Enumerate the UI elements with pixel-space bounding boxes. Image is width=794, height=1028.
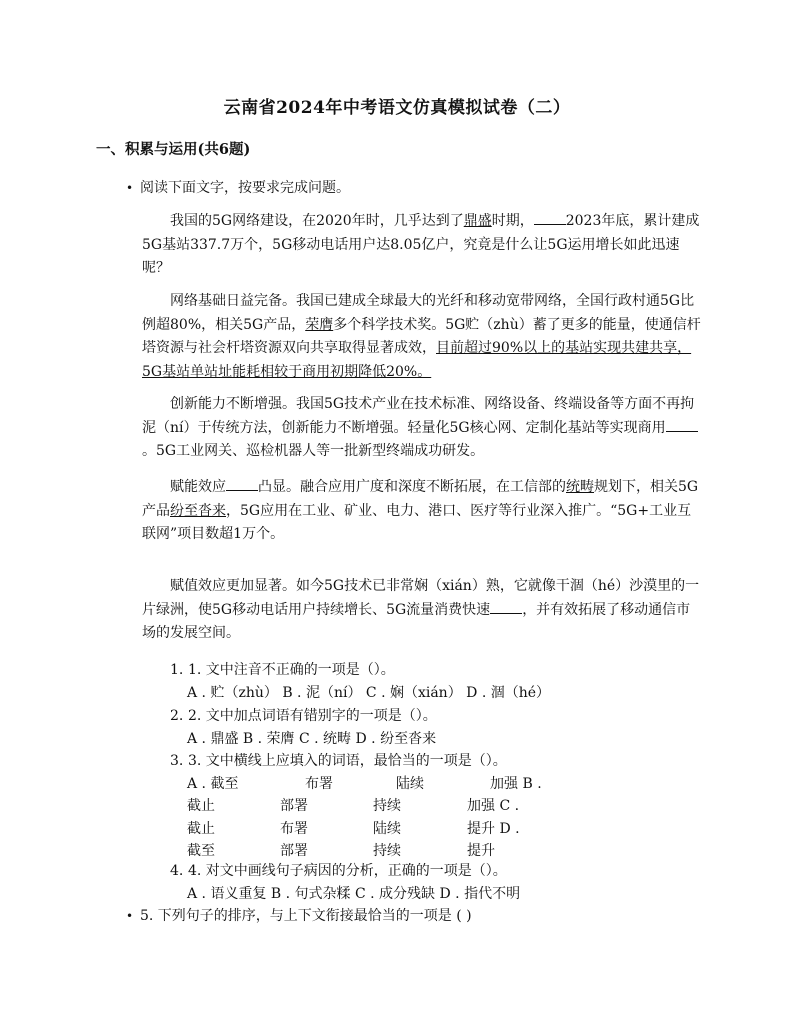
- q3-cell: 持续: [373, 798, 401, 814]
- q3-cell: A . 截至: [187, 776, 239, 792]
- bullet-icon: •: [126, 181, 134, 195]
- intro-text: 阅读下面文字，按要求完成问题。: [140, 180, 350, 196]
- p4-text-f: ，: [226, 502, 240, 519]
- fill-blank-2: [666, 417, 698, 432]
- question-4-text: 4. 对文中画线句子病因的分析，正确的一项是（）。: [188, 863, 507, 879]
- q3-cell: 布署: [305, 776, 333, 792]
- q3-cell: 部署: [280, 843, 308, 859]
- p2-text-a: 网络基础日益完备。我国已建成全球最大的光纤和移动宽带网络，全国行政村通5G比例超80%，相关5G产品，: [142, 293, 695, 333]
- p1-text-c: 时期，: [491, 213, 534, 229]
- intro-line: [126, 177, 350, 197]
- p4-text-a: 赋能效应: [170, 479, 226, 495]
- p4-text-g: 5G应用在工业、矿业、电力、港口、医疗等行业深入推广。“5G+工业互联网”项目数超1万个。: [142, 502, 692, 542]
- p2-text-c: 多个科学技术奖。5G贮（zhù）蓄了更多的能量，使通信杆塔资源与社会杆塔资源双向共享取得显著成效，: [142, 316, 701, 356]
- q3-cell: 提升 D .: [467, 821, 520, 837]
- p2-underlined-sentence: 目前超过90%以上的基站实现共建共享，5G基站单站址能耗相较于商用初期降低20%。: [142, 340, 692, 380]
- fill-blank-1: [534, 210, 566, 225]
- question-5: [126, 905, 472, 925]
- question-5-text: 5. 下列句子的排序，与上下文衔接最恰当的一项是 ( ): [140, 908, 472, 924]
- paragraph-3: [142, 393, 702, 464]
- page-title: 云南省2024年中考语文仿真模拟试卷（二）: [223, 98, 571, 118]
- p1-text-d: 2023年底，累计建成5G基站337.7万个，5G移动电话用户达8.05亿户，究竟是什么让5G运用增长如此迅速呢？: [142, 213, 700, 276]
- q3-cell: 陆续: [373, 821, 401, 837]
- question-4: [170, 860, 507, 883]
- question-3-number: 3.: [170, 753, 184, 769]
- p5-text-a: 赋值效应更加显著。如今5G技术已非常娴（xián）熟，它就像干涸（hé）沙漠里的一片绿洲，使5G移动电话用户持续增长、5G流量消费快速: [142, 578, 700, 618]
- q3-cell: 部署: [280, 798, 308, 814]
- question-2-number: 2.: [170, 708, 184, 724]
- question-2-text: 2. 文中加点词语有错别字的一项是（）。: [188, 708, 437, 724]
- question-4-number: 4.: [170, 863, 184, 879]
- q3-cell: 截至: [187, 843, 215, 859]
- fill-blank-3: [226, 476, 258, 491]
- paragraph-2: [142, 290, 702, 384]
- q3-cell: 陆续: [396, 776, 424, 792]
- question-2: [170, 705, 437, 728]
- paragraph-4: [142, 476, 702, 547]
- question-4-options: A . 语义重复 B . 句式杂糅 C . 成分残缺 D . 指代不明: [187, 886, 521, 902]
- question-2-options: A . 鼎盛 B . 荣膺 C . 统畴 D . 纷至沓来: [187, 731, 437, 747]
- p4-text-b: 凸显。融合应用广度和深度不断拓展，在工信部的: [258, 479, 566, 495]
- q3-cell: 持续: [373, 843, 401, 859]
- question-3: [170, 750, 507, 773]
- bullet-icon: •: [126, 909, 134, 923]
- question-1-text: 1. 文中注音不正确的一项是（）。: [188, 662, 395, 678]
- paragraph-1: [142, 210, 702, 281]
- p4-dotted-word-1: 统畴: [566, 479, 594, 495]
- question-1: [170, 659, 395, 682]
- question-1-options: A . 贮（zhù） B . 泥（ní） C . 娴（xián） D . 涸（hé）: [187, 685, 551, 701]
- p3-text-a: 创新能力不断增强。我国5G技术产业在技术标准、网络设备、终端设备等方面不再拘泥（ní）于传统方法，创新能力不断增强。轻量化5G核心网、定制化基站等实现商用: [142, 396, 695, 436]
- section-heading: 一、积累与运用(共6题): [96, 141, 251, 158]
- fill-blank-4: [490, 599, 522, 614]
- q3-cell: 布署: [280, 821, 308, 837]
- p5-text-b: ，并有效拓展了移动通信市场的发展空间。: [142, 601, 691, 641]
- question-1-number: 1.: [170, 662, 184, 678]
- q3-cell: 加强 B .: [490, 776, 542, 792]
- question-3-text: 3. 文中横线上应填入的词语，最恰当的一项是（）。: [188, 753, 507, 769]
- paragraph-5: [142, 575, 702, 646]
- p4-text-d: 规划下，相关5G产品: [142, 479, 699, 519]
- q3-cell: 截止: [187, 821, 215, 837]
- p2-dotted-word: 荣膺: [305, 316, 334, 333]
- p1-dotted-word: 鼎盛: [463, 213, 492, 229]
- q3-cell: 加强 C .: [467, 798, 520, 814]
- q3-cell: 截止: [187, 798, 215, 814]
- p4-dotted-word-2: 纷至沓来: [170, 502, 226, 519]
- p3-text-b: 。5G工业网关、巡检机器人等一批新型终端成功研发。: [142, 443, 485, 459]
- p1-text-a: 我国的5G网络建设，在2020年时，几乎达到了: [170, 213, 464, 229]
- q3-cell: 提升: [467, 843, 495, 859]
